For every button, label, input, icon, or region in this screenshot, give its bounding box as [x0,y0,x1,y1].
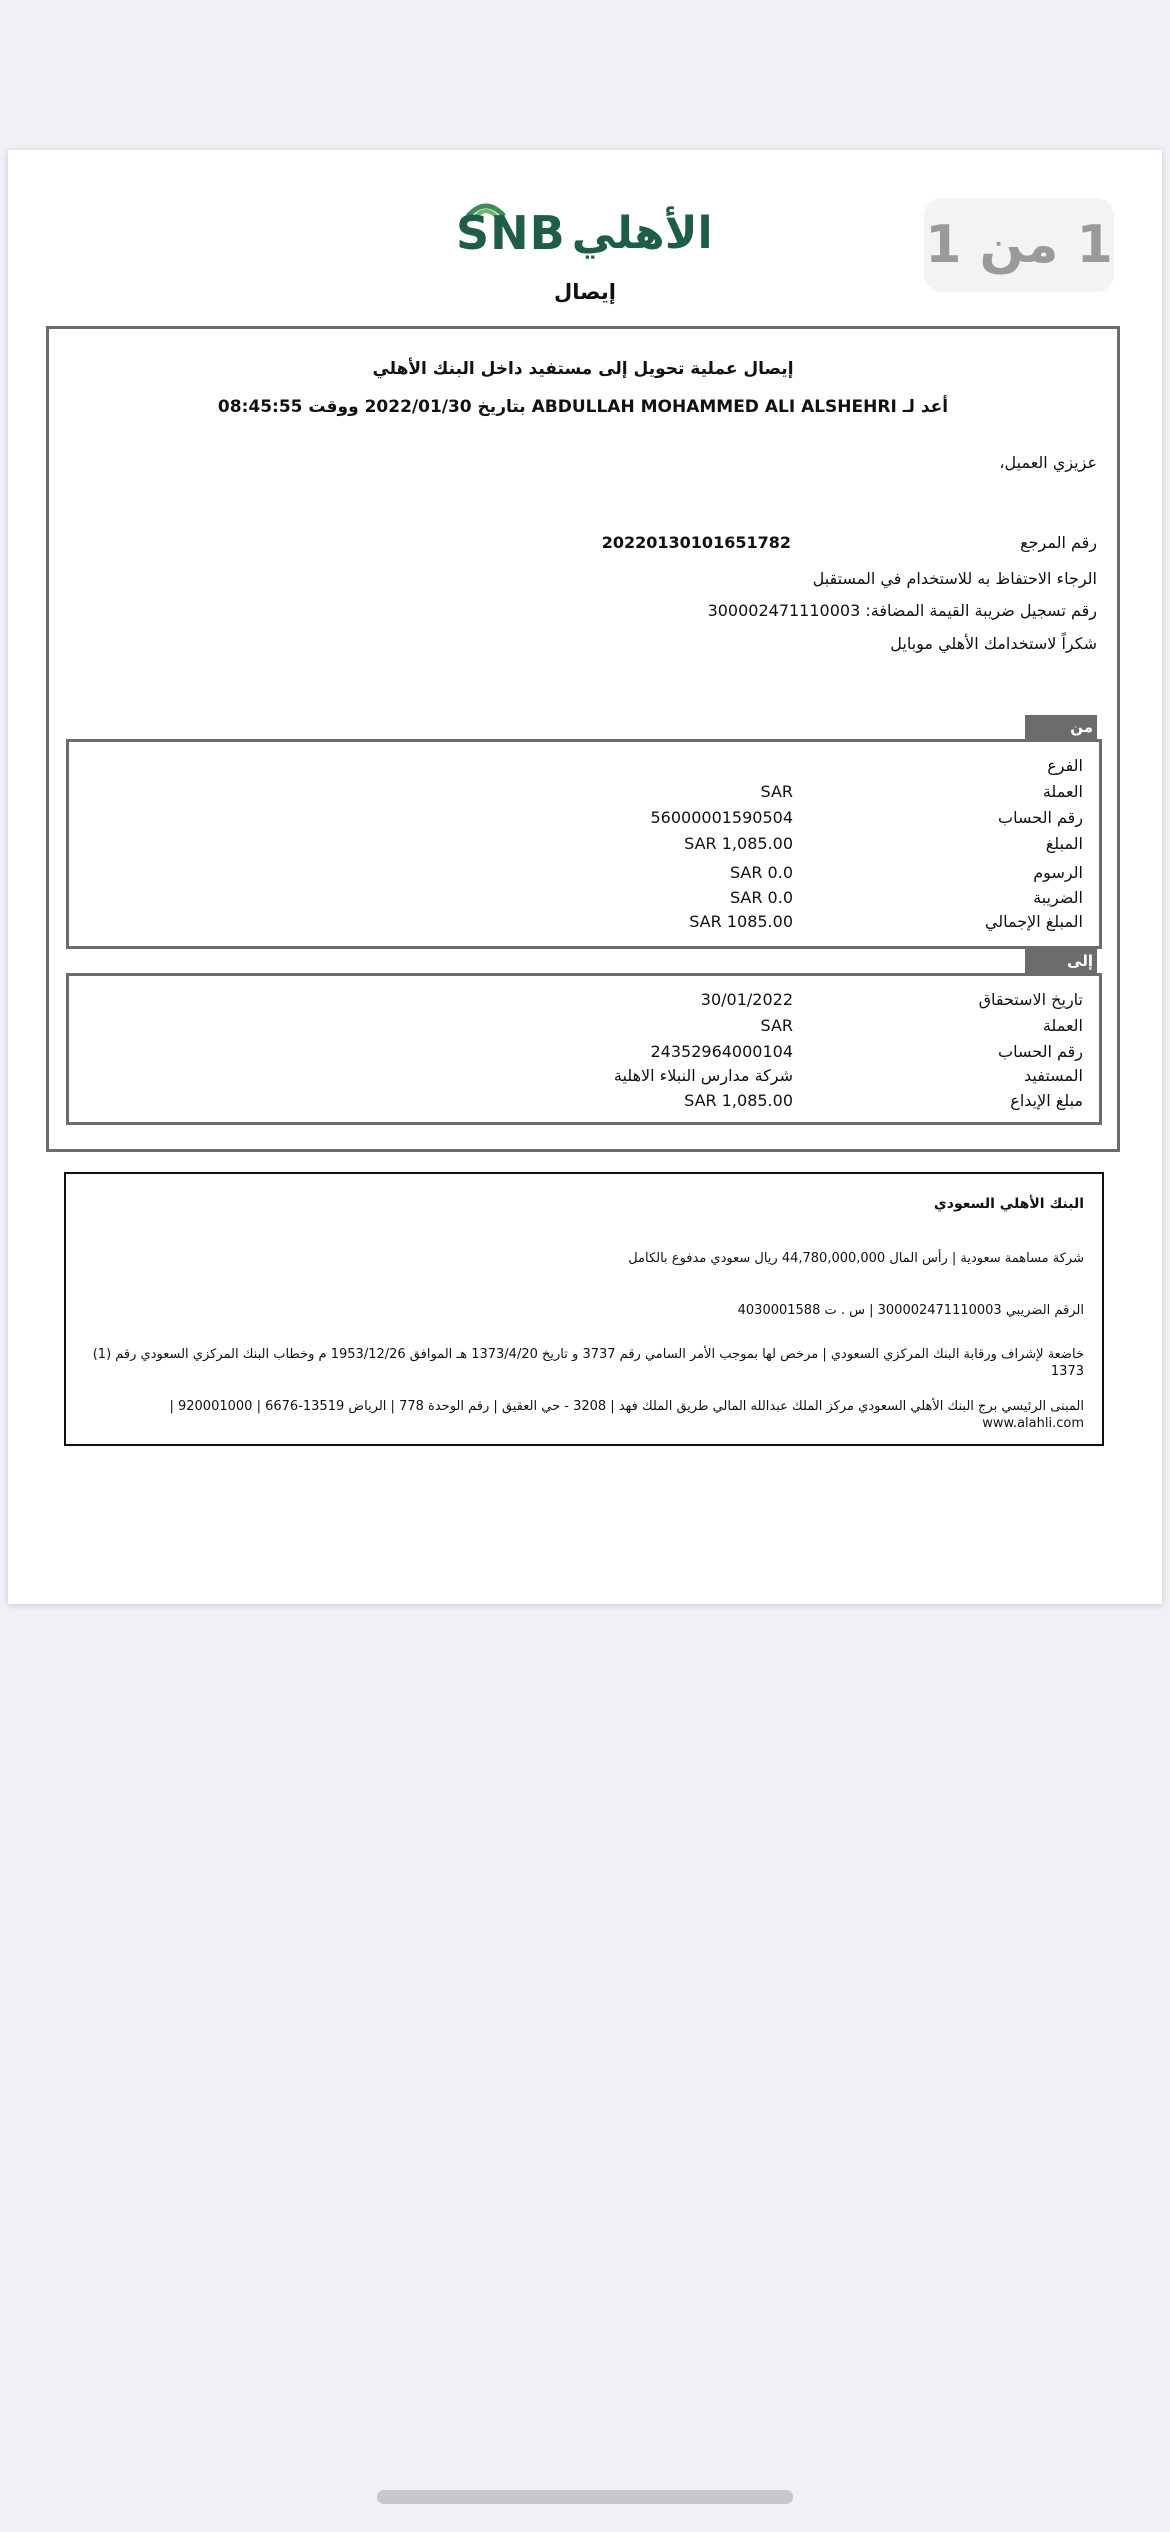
to-section-header: إلى [1025,949,1097,973]
to-row [69,1091,1099,1115]
logo-arabic: الأهلي [571,207,713,259]
from-section [66,739,1102,949]
footer-bank-name: البنك الأهلي السعودي [933,1196,1084,1212]
footer-tax-cr: الرقم الضريبي 300002471110003 | س . ت 4030001588 [737,1303,1084,1318]
to-value: SAR [760,1016,793,1035]
prepared-for-line: أعد لـ ABDULLAH MOHAMMED ALI ALSHEHRI بتاريخ 2022/01/30 ووقت 08:45:55 [217,397,949,417]
home-indicator[interactable] [377,2490,793,2504]
to-row [69,1066,1099,1090]
from-value: 1085.00 SAR [689,912,793,931]
to-label: رقم الحساب [998,1042,1083,1061]
from-row [69,756,1099,780]
keep-note: الرجاء الاحتفاظ به للاستخدام في المستقبل [812,569,1097,588]
from-row [69,808,1099,832]
snb-logo [448,198,713,268]
from-value: 56000001590504 [650,808,793,827]
to-section [66,973,1102,1125]
footer-address: المبنى الرئيسي برج البنك الأهلي السعودي مركز الملك عبدالله المالي طريق الملك فهد | 3208 - حي العقيق | رقم الوحدة 778 | الرياض 13519-6676 | 920001000 | www.alahli.com [169,1399,1084,1431]
from-label: الرسوم [1033,863,1083,882]
to-value: 30/01/2022 [700,990,793,1009]
from-label: الفرع [1047,756,1083,775]
page-indicator: 1 من 1 [924,198,1114,292]
from-row [69,912,1099,936]
receipt-page [8,150,1162,1604]
vat-line: رقم تسجيل ضريبة القيمة المضافة: 300002471110003 [707,601,1097,620]
reference-label: رقم المرجع [1020,533,1097,552]
footer-capital: شركة مساهمة سعودية | رأس المال 44,780,000,000 ريال سعودي مدفوع بالكامل [628,1251,1084,1266]
logo-latin: SNB [456,206,566,260]
from-label: الضريبة [1033,888,1083,907]
thanks-line: شكراً لاستخدامك الأهلي موبايل [890,634,1097,653]
receipt-box [46,326,1120,1152]
to-row [69,1042,1099,1066]
from-label: رقم الحساب [998,808,1083,827]
reference-value: 20220130101651782 [601,533,791,552]
from-value: 0.0 SAR [729,863,793,882]
from-value: 1,085.00 SAR [684,834,793,853]
from-row [69,834,1099,858]
to-label: العملة [1042,1016,1083,1035]
document-title: إيصال [554,280,616,304]
from-row [69,888,1099,912]
from-row [69,782,1099,806]
to-row [69,990,1099,1014]
from-label: المبلغ الإجمالي [984,912,1083,931]
to-label: المستفيد [1024,1066,1083,1085]
from-value: SAR [760,782,793,801]
bank-footer [64,1172,1104,1446]
from-section-header: من [1025,715,1097,739]
receipt-heading: إيصال عملية تحويل إلى مستفيد داخل البنك الأهلي [372,359,794,379]
footer-regulation: خاضعة لإشراف ورقابة البنك المركزي السعودي | مرخص لها بموجب الأمر السامي رقم 3737 و تاريخ 1373/4/20 هـ الموافق 1953/12/26 م وخطاب البنك المركزي السعودي رقم (1) 1373 [92,1347,1084,1379]
to-label: مبلغ الإيداع [1010,1091,1083,1110]
from-label: العملة [1042,782,1083,801]
to-label: تاريخ الاستحقاق [978,990,1083,1009]
to-row [69,1016,1099,1040]
from-label: المبلغ [1045,834,1083,853]
to-value: 24352964000104 [650,1042,793,1061]
to-value: 1,085.00 SAR [684,1091,793,1110]
to-value: شركة مدارس النبلاء الاهلية [613,1066,793,1085]
from-value: 0.0 SAR [729,888,793,907]
greeting: عزيزي العميل، [999,453,1097,472]
from-row [69,863,1099,887]
